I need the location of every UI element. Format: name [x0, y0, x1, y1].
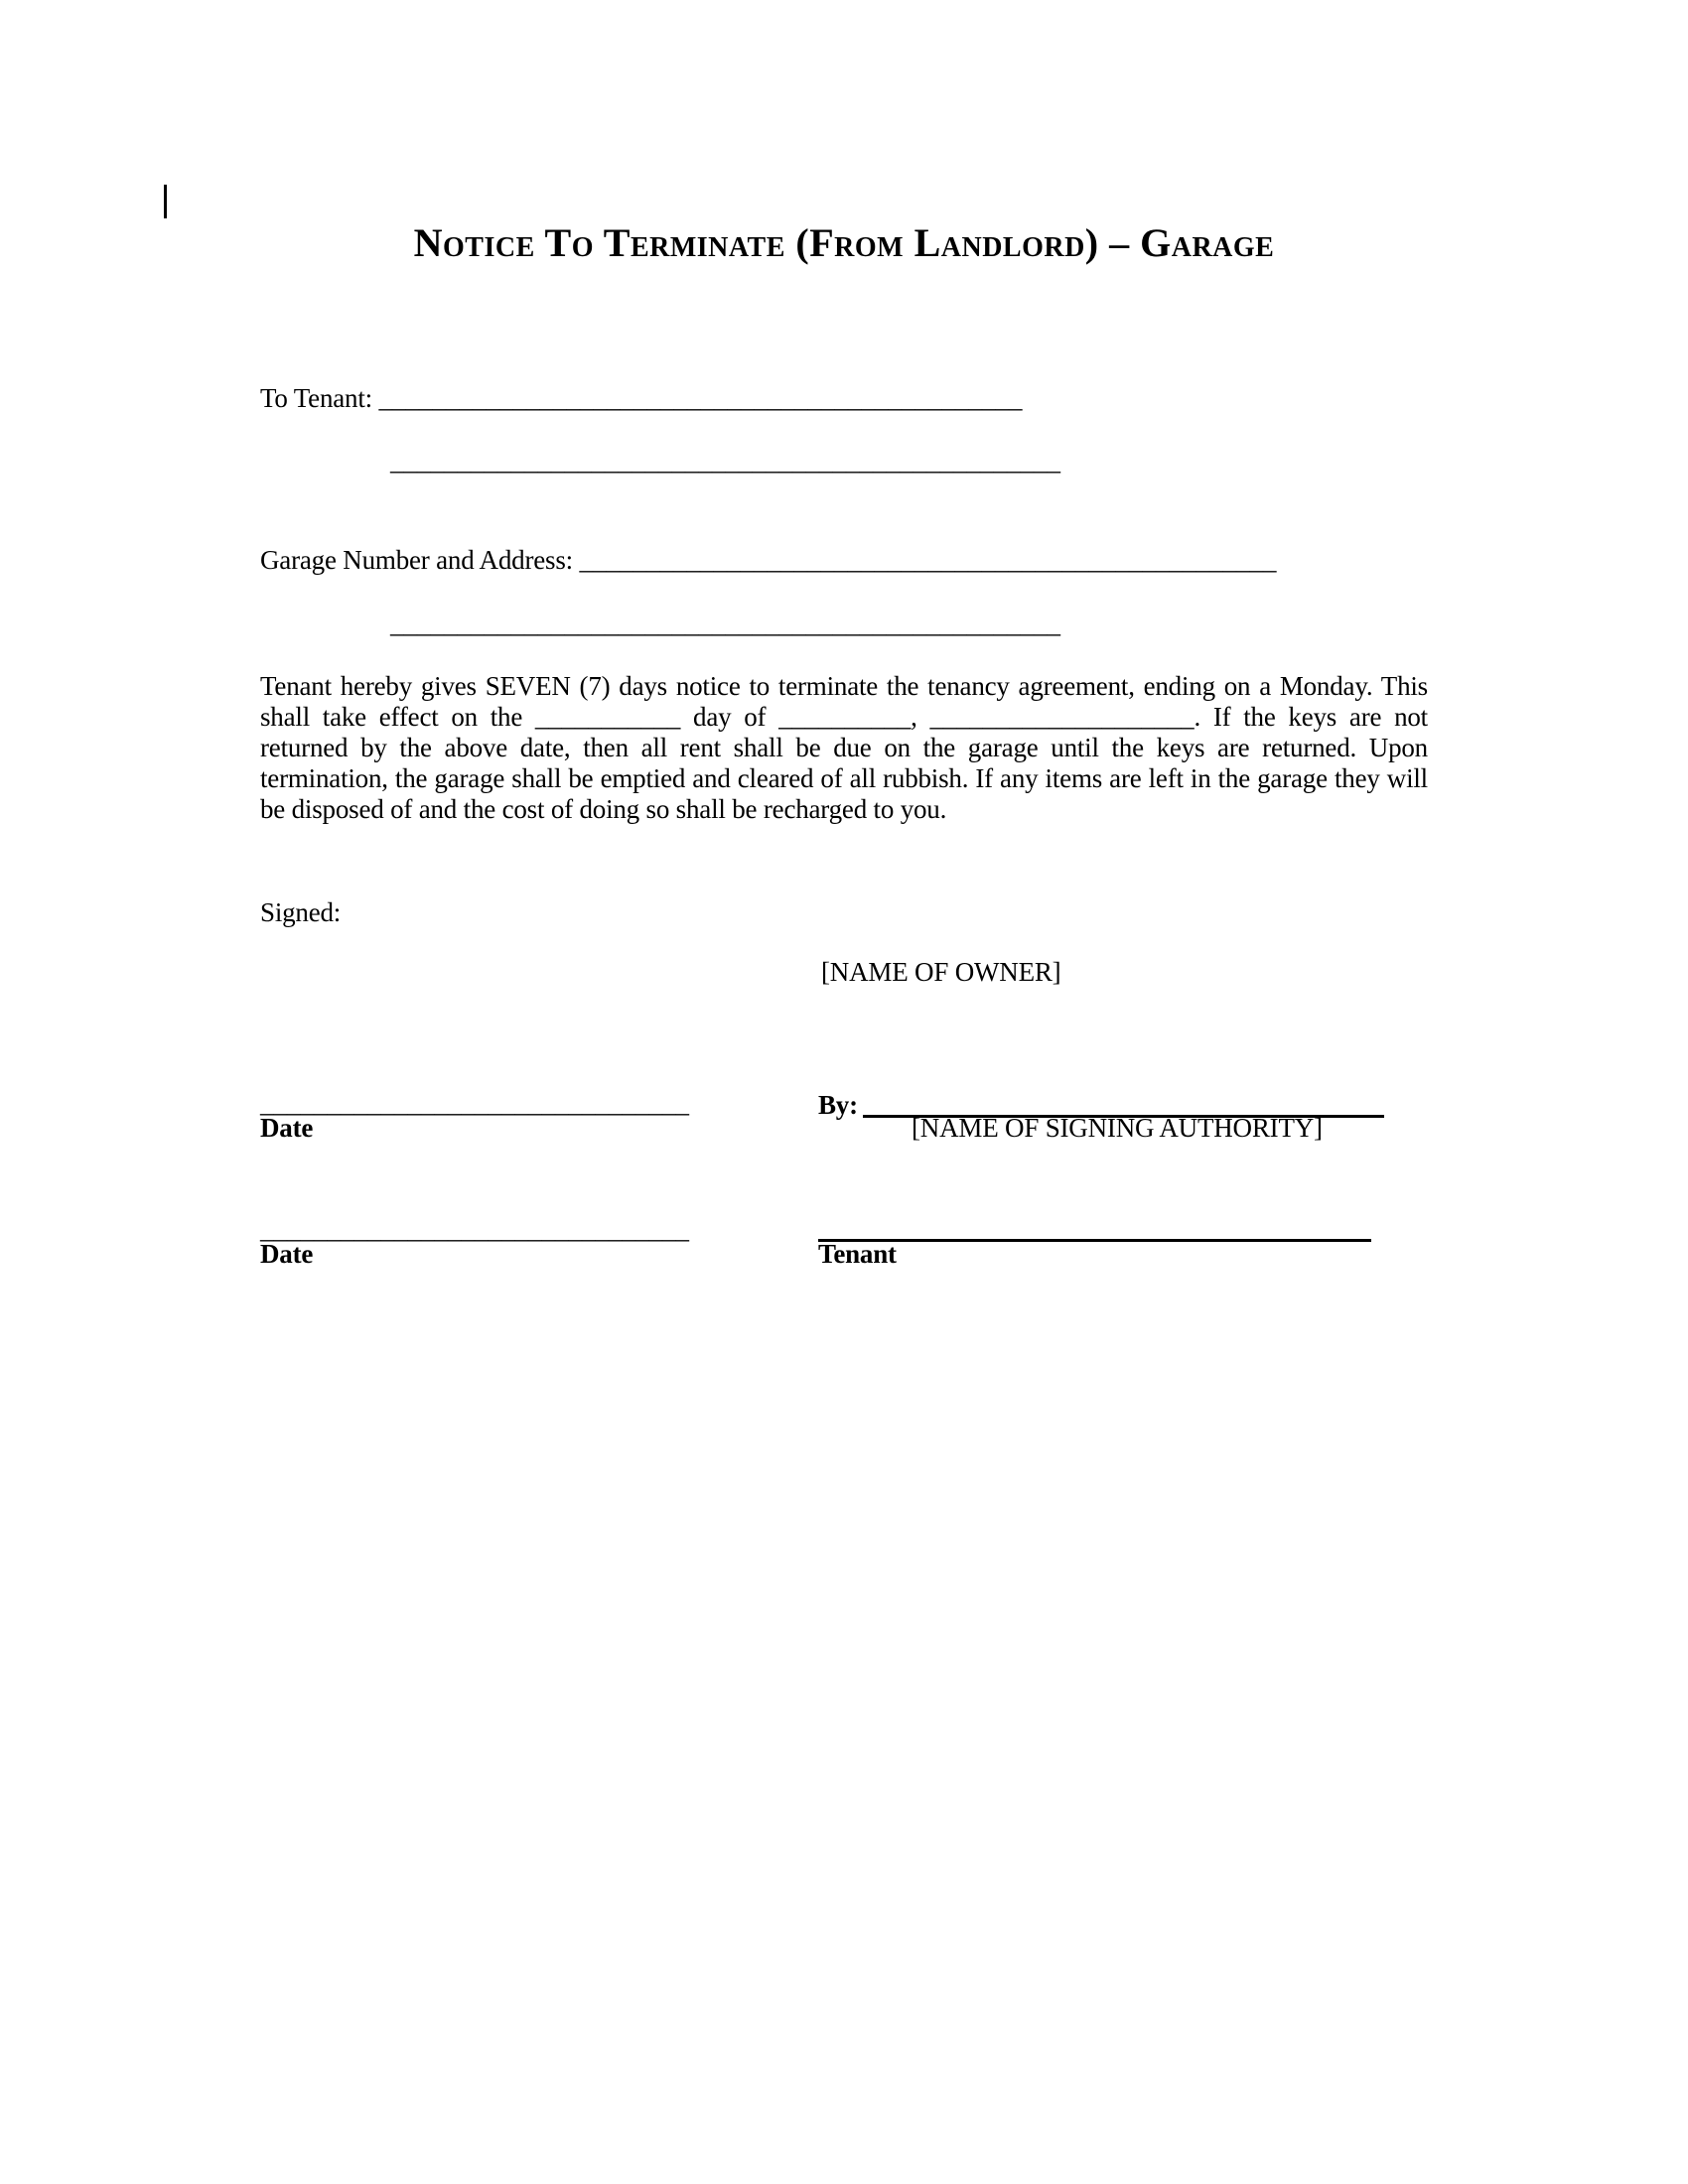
- tenant-label: Tenant: [818, 1239, 897, 1269]
- owner-name-placeholder: [NAME OF OWNER]: [821, 957, 1061, 987]
- to-tenant-blank-line-1[interactable]: ________________________________________________: [378, 383, 1023, 413]
- to-tenant-row: [260, 385, 1023, 412]
- signed-label: Signed:: [260, 897, 342, 927]
- to-tenant-label: To Tenant:: [260, 383, 372, 413]
- by-label: By:: [818, 1090, 858, 1120]
- to-tenant-blank-line-2[interactable]: __________________________________________________: [390, 446, 1060, 476]
- garage-address-blank-line-2[interactable]: __________________________________________________: [390, 609, 1060, 638]
- owner-date-blank-line[interactable]: ________________________________: [260, 1088, 689, 1118]
- tenant-date-label: Date: [260, 1239, 314, 1269]
- owner-date-label: Date: [260, 1113, 314, 1143]
- garage-address-blank-line-1[interactable]: ____________________________________________________: [579, 545, 1277, 575]
- garage-address-row: [260, 547, 1277, 574]
- garage-address-label: Garage Number and Address:: [260, 545, 573, 575]
- notice-paragraph: Tenant hereby gives SEVEN (7) days notice to terminate the tenancy agreement, ending on a Monday. This shall take effect on the ___________ day of __________, ____________________. If the keys are not returned by the above date, then all rent shall be due on the garage until the keys are returned. Upon termination, the garage shall be emptied and cleared of all rubbish. If any items are left in the garage they will be disposed of and the cost of doing so shall be recharged to you.: [260, 671, 1428, 824]
- signing-authority-placeholder: [NAME OF SIGNING AUTHORITY]: [912, 1113, 1323, 1143]
- document-title: Notice To Terminate (From Landlord) – Garage: [413, 220, 1275, 265]
- text-cursor-caret: [164, 185, 167, 218]
- tenant-date-blank-line[interactable]: ________________________________: [260, 1214, 689, 1244]
- tenant-signature-line[interactable]: [818, 1239, 1371, 1242]
